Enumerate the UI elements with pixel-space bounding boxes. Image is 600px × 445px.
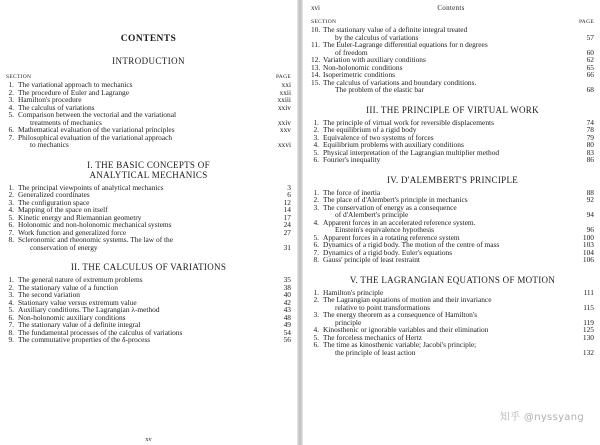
entry-title-line: Scleronomic and rheonomic systems. The law of the (18, 235, 174, 244)
entry-title-line: The forceless mechanics of Hertz (323, 332, 422, 342)
entry-number: 7. (8, 132, 14, 142)
entry-title-line: Comparison between the vectorial and the variational (18, 110, 177, 119)
toc-entry (6, 111, 291, 126)
chapter-3-title (311, 105, 594, 115)
entry-number: 2. (313, 295, 319, 304)
entry-number: 13. (311, 62, 321, 72)
entry-title-line: Holonomic and non-holonomic mechanical systems (18, 220, 172, 229)
entry-number: 4. (8, 205, 14, 214)
entry-title-line: Generalized coordinates (18, 190, 90, 199)
entry-title-line: Work function and generalized force (18, 227, 127, 237)
entry-number: 2. (313, 195, 319, 204)
entry-number: 5. (8, 305, 14, 314)
entry-page-number: 65 (586, 62, 594, 72)
entry-number: 1. (8, 182, 14, 192)
entry-number: 14. (311, 70, 321, 79)
entry-page-number: 38 (283, 282, 291, 292)
toc-entry (311, 79, 594, 94)
entry-number: 1. (8, 80, 14, 89)
chapter-title-line: III. THE PRINCIPLE OF VIRTUAL WORK (366, 104, 539, 115)
toc-entry (6, 236, 291, 251)
entry-page-number: 17 (283, 212, 291, 222)
entry-title-line: The principle of virtual work for reversible displacements (323, 117, 494, 127)
entry-title-line: Physical interpretation of the Lagrangian multiplier method (323, 147, 500, 157)
chapter-title-line: II. THE CALCULUS OF VARIATIONS (70, 262, 227, 272)
entry-page-number: 60 (586, 47, 594, 57)
entry-number: 5. (8, 110, 14, 119)
entry-number: 10. (311, 25, 321, 34)
entry-title-line: The Euler-Lagrange differential equations for n degrees (323, 40, 488, 49)
entry-number: 8. (313, 255, 319, 264)
entry-page-number: 115 (583, 302, 594, 312)
entry-title-line: Equilibrium problems with auxiliary conditions (323, 140, 464, 149)
entry-number: 1. (8, 275, 14, 284)
entry-page-number: 24 (283, 220, 291, 229)
entry-title-line: Einstein's equivalence hypothesis (335, 225, 435, 234)
entry-number: 6. (313, 240, 319, 249)
running-header (311, 4, 594, 12)
toc-entry (6, 336, 291, 344)
entry-title (319, 296, 572, 311)
entry-title (14, 236, 269, 251)
entry-page-number: xxv (279, 125, 291, 134)
entry-page-number: 106 (582, 255, 594, 264)
entry-page-number: 40 (283, 290, 291, 299)
entry-title-line: Apparent forces in an accelerated reference system. (323, 217, 476, 227)
entry-number: 7. (8, 320, 14, 329)
entry-title-line: of freedom (335, 47, 368, 57)
entry-page-number: 31 (283, 242, 291, 252)
entry-page-number: 92 (586, 195, 594, 204)
entry-page-number: 43 (283, 305, 291, 314)
entry-number: 9. (8, 335, 14, 344)
entry-number: 3. (313, 310, 319, 319)
left-page (0, 0, 297, 445)
entry-title-line: The stationary value of a definite integral (18, 320, 141, 329)
entry-title (319, 204, 572, 219)
entry-number: 5. (313, 232, 319, 242)
running-title: Contents (437, 4, 465, 12)
chapter-title-line: I. THE BASIC CONCEPTS OF (87, 159, 210, 170)
entry-page-number: xxiv (277, 102, 291, 112)
entry-title (14, 336, 269, 344)
toc-entry (311, 311, 594, 326)
right-page (303, 0, 600, 445)
entry-number: 7. (313, 247, 319, 257)
entry-title-line: the principle of least action (335, 347, 416, 357)
entry-title-line: The principal viewpoints of analytical mechanics (18, 182, 164, 192)
entry-number: 8. (8, 235, 14, 244)
entry-title (319, 41, 572, 56)
introduction-entries (6, 81, 291, 149)
entry-number: 4. (313, 217, 319, 227)
entry-title-line: The second variation (18, 290, 80, 299)
entry-number: 6. (313, 340, 319, 349)
toc-entry (311, 296, 594, 311)
toc-entry (311, 256, 594, 264)
entry-title-line: The general nature of extremum problems (18, 275, 143, 284)
page-label: PAGE (275, 74, 291, 80)
entry-title-line: The equilibrium of a rigid body (323, 125, 417, 134)
contents-heading: CONTENTS (120, 34, 177, 44)
entry-number: 6. (8, 125, 14, 134)
entry-title-line: The energy theorem as a consequence of Hamilton's (323, 310, 478, 319)
entry-number: 3. (8, 197, 14, 207)
entry-page-number: 83 (586, 147, 594, 157)
entry-title-line: Isoperimetric conditions (323, 70, 396, 79)
entry-title-line: The problem of the elastic bar (335, 85, 424, 94)
entry-number: 1. (313, 287, 319, 297)
entry-page-number: 62 (586, 55, 594, 64)
entry-title-line: The procedure of Euler and Lagrange (18, 87, 130, 97)
toc-entry (6, 134, 291, 149)
entry-title-line: conservation of energy (30, 242, 98, 252)
entry-page-number: xxi (281, 80, 291, 89)
entry-page-number: 130 (582, 332, 594, 342)
chapter-2-title (6, 262, 291, 272)
entry-number: 6. (8, 220, 14, 229)
page-folio-right: xvi (311, 4, 320, 12)
entry-number: 4. (313, 140, 319, 149)
entry-page-number: 12 (283, 197, 291, 207)
entry-title-line: The force of inertia (323, 187, 381, 197)
entry-page-number: 6 (287, 190, 291, 199)
entry-title-line: Hamilton's procedure (18, 95, 82, 104)
entry-title-line: Kinosthenic or ignorable variables and their elimination (323, 325, 489, 334)
entry-page-number: 56 (283, 335, 291, 344)
entry-number: 1. (313, 117, 319, 127)
chapter-5-title (311, 275, 594, 285)
entry-page-number: 68 (586, 85, 594, 94)
entry-number: 11. (311, 40, 320, 49)
entry-title-line: The fundamental processes of the calculus of variations (18, 327, 183, 337)
entry-number: 3. (8, 95, 14, 104)
entry-number: 12. (311, 55, 321, 64)
toc-entry (311, 341, 594, 356)
chapter-2-entries (6, 276, 291, 344)
entry-number: 2. (8, 190, 14, 199)
entry-title-line: Non-holonomic conditions (323, 62, 403, 72)
entry-title-line: Dynamics of a rigid body. The motion of the centre of mass (323, 240, 500, 249)
entry-title (319, 256, 572, 264)
entry-title-line: treatments of mechanics (30, 117, 102, 127)
toc-entry (311, 26, 594, 41)
entry-title-line: Dynamics of a rigid body. Euler's equations (323, 247, 453, 257)
entry-page-number: 79 (586, 132, 594, 142)
entry-number: 6. (313, 155, 319, 164)
entry-number: 15. (311, 77, 321, 87)
entry-page-number: 103 (582, 240, 594, 249)
chapter-4-entries (311, 189, 594, 264)
chapter-3-entries (311, 119, 594, 164)
chapter-4-title (311, 175, 594, 185)
introduction-title: INTRODUCTION (112, 56, 185, 66)
entry-page-number: 57 (586, 32, 594, 42)
entry-page-number: 111 (583, 287, 594, 297)
entry-title-line: The stationary value of a function (18, 282, 118, 292)
entry-title-line: Hamilton's principle (323, 287, 384, 297)
entry-page-number: xxiv (277, 117, 291, 127)
toc-entry (311, 41, 594, 56)
entry-title-line: The calculus of variations (18, 102, 95, 112)
entry-page-number: xxiii (277, 95, 291, 104)
chapter-1-title (6, 160, 291, 180)
entry-title (319, 79, 572, 94)
toc-entry (311, 204, 594, 219)
entry-page-number: 3 (287, 182, 291, 192)
entry-title (319, 26, 572, 41)
entry-title-line: The conservation of energy as a consequence (323, 202, 457, 212)
entry-number: 1. (313, 187, 319, 197)
entry-title-line: Equivalence of two systems of forces (323, 132, 434, 142)
entry-page-number: 49 (283, 320, 291, 329)
entry-page-number: 88 (586, 187, 594, 197)
entry-page-number: 14 (283, 205, 291, 214)
entry-number: 2. (8, 282, 14, 292)
entry-number: 7. (8, 227, 14, 237)
entry-number: 6. (8, 312, 14, 322)
entry-number: 3. (313, 132, 319, 142)
entry-title-line: Non-holonomic auxiliary conditions (18, 312, 126, 322)
entry-title-line: of d'Alembert's principle (335, 210, 409, 219)
entry-title (319, 341, 572, 356)
entry-title-line: by the calculus of variations (335, 32, 419, 42)
entry-page-number: 48 (283, 312, 291, 322)
entry-page-number: 78 (586, 125, 594, 134)
entry-page-number: 54 (283, 327, 291, 337)
entry-number: 2. (313, 125, 319, 134)
watermark: 知乎 @nyssyang (499, 412, 584, 423)
entry-page-number: 86 (586, 155, 594, 164)
entry-page-number: 27 (283, 227, 291, 237)
entry-title (319, 311, 572, 326)
entry-number: 5. (313, 332, 319, 342)
entry-title-line: Fourier's inequality (323, 155, 381, 164)
entry-title-line: principle (335, 317, 362, 327)
entry-number: 4. (313, 325, 319, 334)
entry-page-number: 35 (283, 275, 291, 284)
entry-page-number: 74 (586, 117, 594, 127)
toc-entry (311, 219, 594, 234)
toc-entry (311, 156, 594, 164)
entry-page-number: 80 (586, 140, 594, 149)
entry-title-line: The calculus of variations and boundary conditions. (323, 77, 477, 87)
entry-page-number: 132 (582, 347, 594, 357)
entry-page-number: 100 (582, 232, 594, 242)
entry-title-line: Mathematical evaluation of the variational principles (18, 125, 175, 134)
entry-title-line: relative to point transformations (335, 302, 431, 312)
section-label-right: SECTION (311, 19, 337, 25)
entry-title-line: Gauss' principle of least restraint (323, 255, 420, 264)
entry-number: 3. (8, 290, 14, 299)
entry-page-number: 42 (283, 297, 291, 307)
chapter-5-entries (311, 289, 594, 357)
entry-page-number: 96 (586, 225, 594, 234)
entry-title (319, 156, 572, 164)
chapter-1-entries (6, 184, 291, 252)
entry-title (14, 111, 269, 126)
section-label: SECTION (6, 74, 32, 80)
entry-title-line: Auxiliary conditions. The Lagrangian λ-method (18, 305, 160, 314)
entry-number: 5. (8, 212, 14, 222)
entry-title-line: The configuration space (18, 197, 90, 207)
entry-title-line: The Lagrangian equations of motion and their invariance (323, 295, 492, 304)
entry-title-line: The stationary value of a definite integral treated (323, 25, 468, 34)
entry-title-line: The time as kinosthenic variable; Jacobi's principle; (323, 340, 477, 349)
entry-page-number: 125 (582, 325, 594, 334)
chapter-title-line: IV. D'ALEMBERT'S PRINCIPLE (386, 174, 519, 185)
page-label-right: PAGE (578, 19, 594, 25)
entry-page-number: xxii (279, 87, 291, 97)
entry-page-number: 66 (586, 70, 594, 79)
entry-number: 4. (8, 102, 14, 112)
entry-number: 8. (8, 327, 14, 337)
entry-number: 2. (8, 87, 14, 97)
chapter-title-line: ANALYTICAL MECHANICS (89, 169, 208, 180)
entry-title-line: The variational approach to mechanics (18, 80, 133, 89)
entry-page-number: xxvi (277, 140, 291, 149)
entry-title-line: to mechanics (30, 140, 69, 149)
entry-title-line: The place of d'Alembert's principle in mechanics (323, 195, 468, 204)
entry-page-number: 104 (582, 247, 594, 257)
entry-page-number: 119 (583, 317, 594, 327)
page-folio-left: xv (145, 436, 152, 443)
entry-title (14, 134, 269, 149)
entry-title (319, 219, 572, 234)
entry-number: 5. (313, 147, 319, 157)
entry-page-number: 94 (586, 210, 594, 219)
entry-number: 4. (8, 297, 14, 307)
chapter-2-continued-entries (311, 26, 594, 94)
entry-title-line: Mapping of the space on itself (18, 205, 108, 214)
entry-number: 3. (313, 202, 319, 212)
entry-title-line: Philosophical evaluation of the variational approach (18, 132, 173, 142)
entry-title-line: Kinetic energy and Riemannian geometry (18, 212, 142, 222)
entry-title-line: Apparent forces in a rotating reference system (323, 232, 460, 242)
entry-title-line: Variation with auxiliary conditions (323, 55, 426, 64)
chapter-title-line: V. THE LAGRANGIAN EQUATIONS OF MOTION (349, 274, 556, 285)
entry-title-line: Stationary value versus extremum value (18, 297, 137, 307)
entry-title-line: The commutative properties of the δ-process (18, 335, 151, 344)
